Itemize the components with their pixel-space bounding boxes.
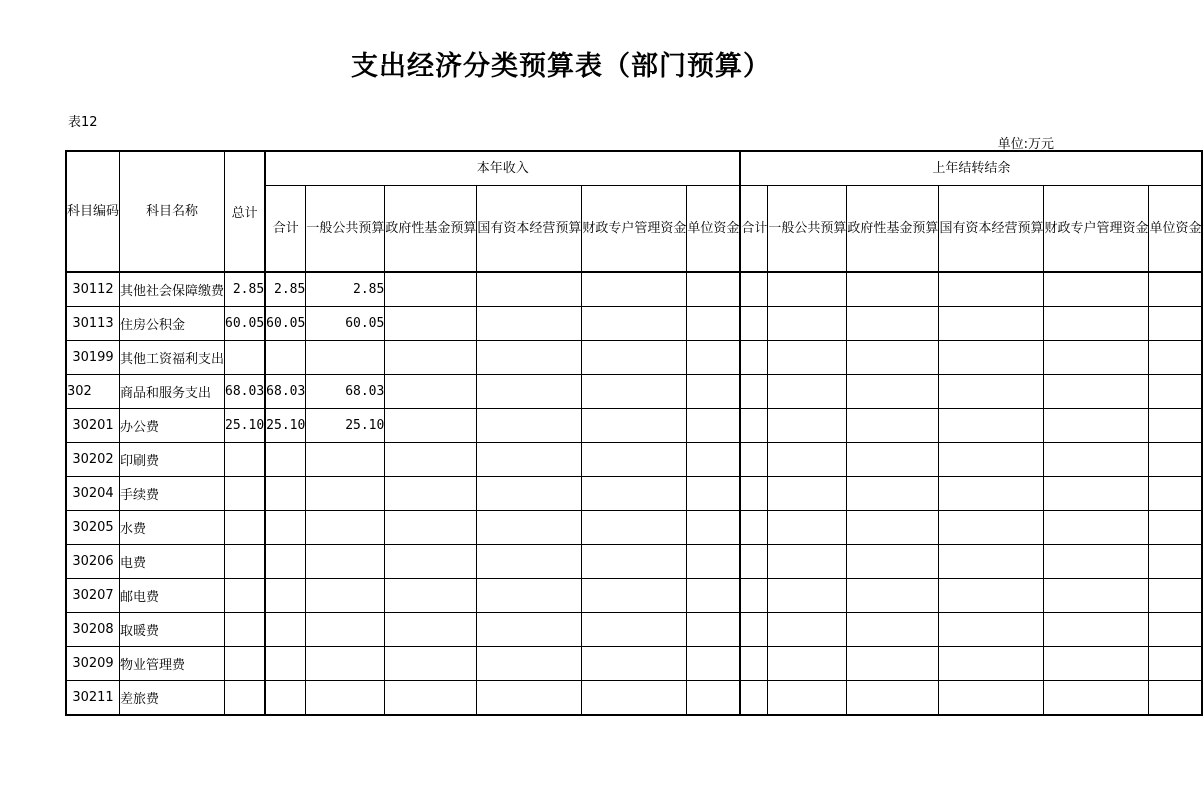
row-carry-general [768,613,847,647]
row-income-gov-fund [385,613,477,647]
table-row [66,681,1202,716]
row-income-special-fund [582,579,687,613]
row-code: 30201 [66,409,120,443]
row-name: 水费 [120,511,225,545]
header-current-income: 本年收入 [265,151,740,186]
row-carry-state-capital [939,579,1044,613]
table-row [66,545,1202,579]
row-name: 邮电费 [120,579,225,613]
row-name: 商品和服务支出 [120,375,225,409]
row-income-gov-fund [385,375,477,409]
row-carry-general [768,272,847,307]
row-carry-special-fund [1044,272,1149,307]
row-carry-gov-fund [847,545,939,579]
row-carry-unit-fund [1149,477,1203,511]
row-carry-special-fund [1044,613,1149,647]
table-row [66,307,1202,341]
row-income-special-fund [582,307,687,341]
row-carry-special-fund [1044,545,1149,579]
row-carry-gov-fund [847,341,939,375]
row-carry-gov-fund [847,511,939,545]
row-carry-state-capital [939,341,1044,375]
row-carry-general [768,545,847,579]
row-carry-gov-fund [847,409,939,443]
header-name: 科目名称 [120,151,225,272]
row-income-special-fund [582,375,687,409]
header-income-state-capital: 国有资本经营预算 [477,186,582,273]
row-carry-unit-fund [1149,511,1203,545]
row-income-unit-fund [687,579,741,613]
row-name: 印刷费 [120,443,225,477]
row-carry-special-fund [1044,375,1149,409]
row-income-state-capital [477,409,582,443]
row-income-gov-fund [385,443,477,477]
row-carry-gov-fund [847,477,939,511]
row-income-general [306,579,385,613]
row-code: 30199 [66,341,120,375]
row-total [225,579,266,613]
header-carry-special-fund: 财政专户管理资金 [1044,186,1149,273]
row-income-general [306,545,385,579]
row-income-state-capital [477,477,582,511]
row-carry-gov-fund [847,647,939,681]
header-carry-state-capital: 国有资本经营预算 [939,186,1044,273]
row-income-unit-fund [687,613,741,647]
row-income-gov-fund [385,579,477,613]
table-row [66,341,1202,375]
row-income-special-fund [582,613,687,647]
row-income-total [265,579,306,613]
row-income-general [306,613,385,647]
header-carryover: 上年结转结余 [740,151,1202,186]
row-income-general [306,681,385,716]
row-income-state-capital [477,272,582,307]
unit-label: 单位:万元 [997,137,1054,152]
row-carry-state-capital [939,272,1044,307]
row-name: 其他社会保障缴费 [120,272,225,307]
header-income-special-fund: 财政专户管理资金 [582,186,687,273]
header-income-gov-fund: 政府性基金预算 [385,186,477,273]
row-carry-special-fund [1044,681,1149,716]
row-carry-general [768,307,847,341]
row-income-total [265,511,306,545]
row-income-total [265,681,306,716]
row-name: 物业管理费 [120,647,225,681]
row-income-general [306,443,385,477]
row-carry-total [740,272,768,307]
row-carry-state-capital [939,307,1044,341]
row-income-unit-fund [687,307,741,341]
row-carry-state-capital [939,545,1044,579]
row-income-special-fund [582,477,687,511]
row-carry-special-fund [1044,579,1149,613]
row-carry-general [768,579,847,613]
table-row [66,647,1202,681]
row-carry-unit-fund [1149,681,1203,716]
row-carry-unit-fund [1149,409,1203,443]
header-income-total: 合计 [265,186,306,273]
row-income-unit-fund [687,443,741,477]
row-code: 30113 [66,307,120,341]
row-income-unit-fund [687,477,741,511]
row-carry-unit-fund [1149,647,1203,681]
row-carry-total [740,341,768,375]
row-income-general [306,477,385,511]
row-income-gov-fund [385,511,477,545]
table-row [66,579,1202,613]
row-carry-unit-fund [1149,272,1203,307]
row-carry-total [740,613,768,647]
row-carry-state-capital [939,443,1044,477]
row-income-special-fund [582,272,687,307]
row-income-special-fund [582,409,687,443]
row-total: 60.05 [225,307,266,341]
table-row [66,511,1202,545]
row-carry-total [740,375,768,409]
row-code: 30207 [66,579,120,613]
header-code: 科目编码 [66,151,120,272]
row-carry-special-fund [1044,409,1149,443]
row-income-state-capital [477,579,582,613]
row-income-gov-fund [385,341,477,375]
row-code: 30205 [66,511,120,545]
row-income-total: 25.10 [265,409,306,443]
row-carry-gov-fund [847,272,939,307]
row-income-general [306,647,385,681]
row-income-gov-fund [385,681,477,716]
row-income-state-capital [477,647,582,681]
table-row [66,443,1202,477]
row-carry-state-capital [939,647,1044,681]
table-row [66,477,1202,511]
row-carry-general [768,647,847,681]
table-row [66,375,1202,409]
row-name: 差旅费 [120,681,225,716]
row-income-gov-fund [385,272,477,307]
row-carry-general [768,477,847,511]
row-income-special-fund [582,511,687,545]
row-carry-total [740,647,768,681]
row-income-state-capital [477,511,582,545]
row-income-state-capital [477,307,582,341]
row-total: 2.85 [225,272,266,307]
row-income-total: 60.05 [265,307,306,341]
row-carry-general [768,375,847,409]
row-carry-gov-fund [847,375,939,409]
row-carry-special-fund [1044,341,1149,375]
page-title: 支出经济分类预算表（部门预算） [351,51,771,82]
budget-table [65,150,1203,716]
header-carry-general: 一般公共预算 [768,186,847,273]
row-code: 30206 [66,545,120,579]
row-carry-unit-fund [1149,545,1203,579]
row-name: 电费 [120,545,225,579]
row-income-state-capital [477,375,582,409]
row-code: 30202 [66,443,120,477]
row-carry-unit-fund [1149,375,1203,409]
row-carry-gov-fund [847,443,939,477]
row-carry-total [740,409,768,443]
row-total: 68.03 [225,375,266,409]
row-code: 30211 [66,681,120,716]
row-carry-total [740,579,768,613]
row-total [225,477,266,511]
row-income-general [306,341,385,375]
row-income-total [265,545,306,579]
row-carry-state-capital [939,613,1044,647]
row-income-total [265,613,306,647]
header-total: 总计 [225,151,266,272]
row-income-general [306,511,385,545]
row-total [225,681,266,716]
header-carry-unit-fund: 单位资金 [1149,186,1203,273]
row-name: 其他工资福利支出 [120,341,225,375]
row-income-special-fund [582,545,687,579]
row-income-total [265,443,306,477]
row-income-gov-fund [385,545,477,579]
row-code: 30209 [66,647,120,681]
row-carry-total [740,545,768,579]
row-carry-unit-fund [1149,307,1203,341]
row-carry-state-capital [939,477,1044,511]
row-income-gov-fund [385,307,477,341]
row-income-total [265,647,306,681]
row-carry-total [740,307,768,341]
table-row [66,613,1202,647]
row-carry-gov-fund [847,613,939,647]
table-number: 表12 [68,115,98,130]
row-total [225,341,266,375]
row-income-state-capital [477,545,582,579]
row-carry-state-capital [939,681,1044,716]
row-carry-state-capital [939,375,1044,409]
row-code: 302 [66,375,120,409]
table-row [66,272,1202,307]
row-code: 30204 [66,477,120,511]
row-income-unit-fund [687,647,741,681]
row-carry-unit-fund [1149,443,1203,477]
row-carry-general [768,681,847,716]
header-carry-gov-fund: 政府性基金预算 [847,186,939,273]
row-total [225,613,266,647]
row-carry-total [740,681,768,716]
row-carry-general [768,511,847,545]
row-total [225,647,266,681]
row-carry-special-fund [1044,307,1149,341]
header-income-unit-fund: 单位资金 [687,186,741,273]
row-income-unit-fund [687,272,741,307]
row-income-special-fund [582,341,687,375]
row-income-state-capital [477,443,582,477]
row-income-special-fund [582,647,687,681]
row-income-special-fund [582,681,687,716]
row-income-total: 68.03 [265,375,306,409]
row-carry-special-fund [1044,443,1149,477]
row-total [225,511,266,545]
row-total: 25.10 [225,409,266,443]
row-income-unit-fund [687,341,741,375]
row-code: 30208 [66,613,120,647]
row-income-gov-fund [385,477,477,511]
row-name: 取暖费 [120,613,225,647]
row-carry-gov-fund [847,681,939,716]
row-carry-total [740,511,768,545]
row-carry-special-fund [1044,647,1149,681]
row-carry-unit-fund [1149,341,1203,375]
row-carry-general [768,341,847,375]
header-carry-total: 合计 [740,186,768,273]
row-total [225,443,266,477]
row-carry-total [740,477,768,511]
row-income-special-fund [582,443,687,477]
row-income-unit-fund [687,409,741,443]
row-carry-state-capital [939,511,1044,545]
row-carry-gov-fund [847,579,939,613]
row-income-general: 2.85 [306,272,385,307]
row-income-state-capital [477,681,582,716]
row-carry-state-capital [939,409,1044,443]
row-total [225,545,266,579]
row-income-unit-fund [687,681,741,716]
row-income-total [265,341,306,375]
row-income-total [265,477,306,511]
row-carry-special-fund [1044,477,1149,511]
row-carry-unit-fund [1149,579,1203,613]
row-income-general: 25.10 [306,409,385,443]
row-carry-unit-fund [1149,613,1203,647]
row-code: 30112 [66,272,120,307]
row-carry-special-fund [1044,511,1149,545]
table-row [66,409,1202,443]
row-income-general: 60.05 [306,307,385,341]
row-income-unit-fund [687,375,741,409]
row-carry-gov-fund [847,307,939,341]
row-name: 办公费 [120,409,225,443]
header-income-general: 一般公共预算 [306,186,385,273]
row-income-general: 68.03 [306,375,385,409]
row-carry-total [740,443,768,477]
row-income-unit-fund [687,511,741,545]
row-income-state-capital [477,613,582,647]
row-carry-general [768,443,847,477]
row-name: 住房公积金 [120,307,225,341]
row-income-total: 2.85 [265,272,306,307]
row-name: 手续费 [120,477,225,511]
row-income-state-capital [477,341,582,375]
row-income-unit-fund [687,545,741,579]
row-carry-general [768,409,847,443]
row-income-gov-fund [385,409,477,443]
row-income-gov-fund [385,647,477,681]
